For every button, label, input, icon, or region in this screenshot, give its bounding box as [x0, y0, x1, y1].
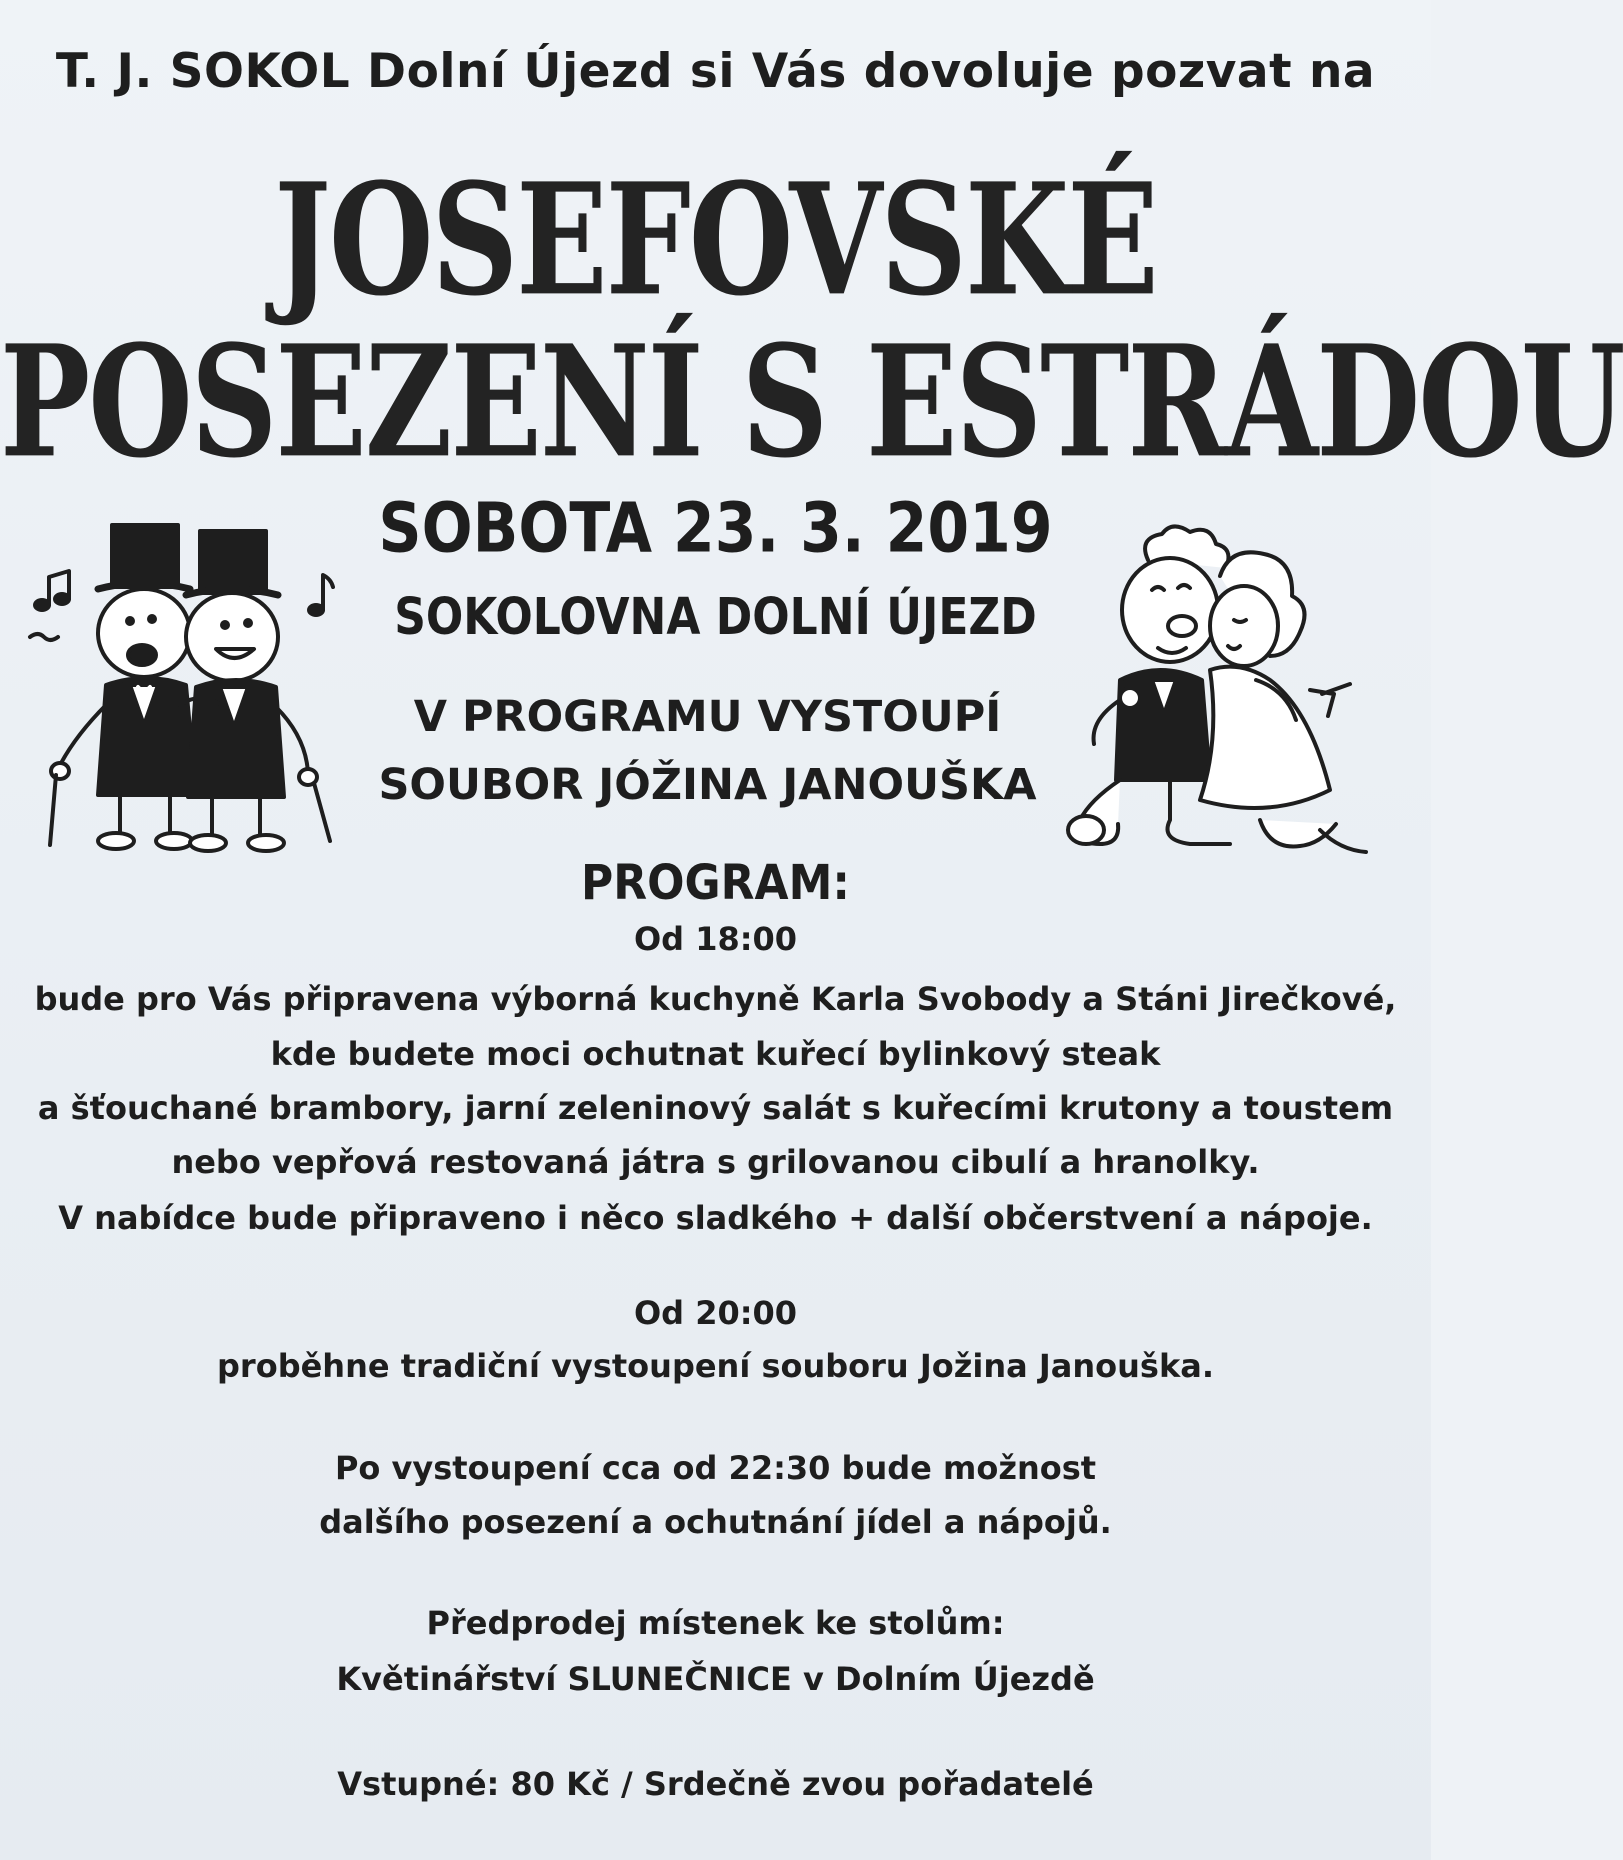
title-line-1: JOSEFOVSKÉ: [274, 150, 1157, 331]
food-line-1: bude pro Vás připravena výborná kuchyně Karla Svobody a Stáni Jirečkové,: [34, 980, 1397, 1018]
invitation-line: T. J. SOKOL Dolní Újezd si Vás dovoluje pozvat na: [55, 44, 1376, 99]
after-line-1: Po vystoupení cca od 22:30 bude možnost: [334, 1449, 1097, 1487]
program-heading: PROGRAM:: [581, 855, 850, 912]
music-note-icon: [30, 571, 69, 640]
performance-line-1: V PROGRAMU VYSTOUPÍ: [413, 692, 1002, 742]
food-line-5: V nabídce bude připraveno i něco sladkého + další občerstvení a nápoje.: [58, 1199, 1373, 1237]
title-line-2: POSEZENÍ S ESTRÁDOU: [0, 312, 1623, 493]
event-venue: SOKOLOVNA DOLNÍ ÚJEZD: [394, 588, 1037, 647]
food-line-4: nebo vepřová restovaná játra s grilovanou cibulí a hranolky.: [171, 1143, 1260, 1181]
performance-line-2: SOUBOR JÓŽINA JANOUŠKA: [378, 760, 1037, 810]
entry-line: Vstupné: 80 Kč / Srdečně zvou pořadatelé: [337, 1765, 1094, 1803]
program-time-1: Od 18:00: [633, 920, 798, 958]
event-date: SOBOTA 23. 3. 2019: [378, 488, 1053, 569]
presale-line-2: Květinářství SLUNEČNICE v Dolním Újezdě: [336, 1660, 1095, 1698]
food-line-2: kde budete moci ochutnat kuřecí bylinkový steak: [270, 1035, 1161, 1073]
music-note-icon: [309, 575, 333, 615]
after-line-2: dalšího posezení a ochutnání jídel a nápojů.: [319, 1503, 1112, 1541]
dancing-couple-illustration: [1060, 530, 1380, 870]
presale-line-1: Předprodej místenek ke stolům:: [426, 1604, 1005, 1642]
program-time-2: Od 20:00: [633, 1294, 798, 1332]
food-line-3: a šťouchané brambory, jarní zeleninový salát s kuřecími krutony a toustem: [37, 1089, 1394, 1127]
show-line: proběhne tradiční vystoupení souboru Jožina Janouška.: [217, 1347, 1214, 1385]
singing-gentlemen-illustration: [20, 515, 340, 855]
